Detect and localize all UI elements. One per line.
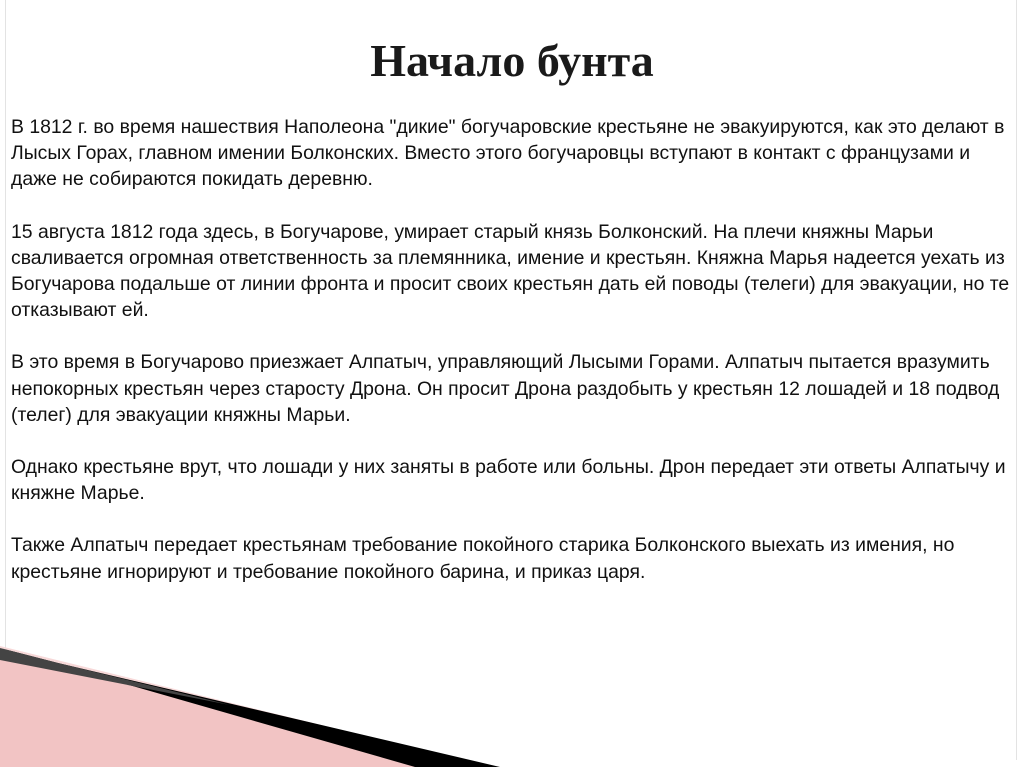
paragraph-2: 15 августа 1812 года здесь, в Богучарове, умирает старый князь Болконский. На плечи княжны Марьи сваливается огромная ответственность за племянника, имение и крестьян. Княжна Марья надеется уехать из Богучарова подальше от линии фронта и просит своих крестьян дать ей поводы (телеги) для эвакуации, но те отказывают ей.: [11, 220, 1010, 322]
paragraph-5: Также Алпатыч передает крестьянам требование покойного старика Болконского выехать из имения, но крестьяне игнорируют и требование покойного барина, и приказ царя.: [11, 534, 955, 583]
slide-body: [11, 114, 1011, 611]
slide-title: Начало бунта: [370, 35, 654, 86]
paragraph-3: В это время в Богучарово приезжает Алпатыч, управляющий Лысыми Горами. Алпатыч пытается вразумить непокорных крестьян через старосту Дрона. Он просит Дрона раздобыть у крестьян 12 лошадей и 18 подвод (телег) для эвакуации княжны Марьи.: [11, 351, 1000, 426]
paragraph-4: Однако крестьяне врут, что лошади у них заняты в работе или больны. Дрон передает эти ответы Алпатычу и княжне Марье.: [11, 456, 1006, 505]
paragraph-1: В 1812 г. во время нашествия Наполеона "дикие" богучаровские крестьяне не эвакуируются, как это делают в Лысых Горах, главном имении Болконских. Вместо этого богучаровцы вступают в контакт с французами и даже не собираются покидать деревню.: [11, 116, 1005, 191]
